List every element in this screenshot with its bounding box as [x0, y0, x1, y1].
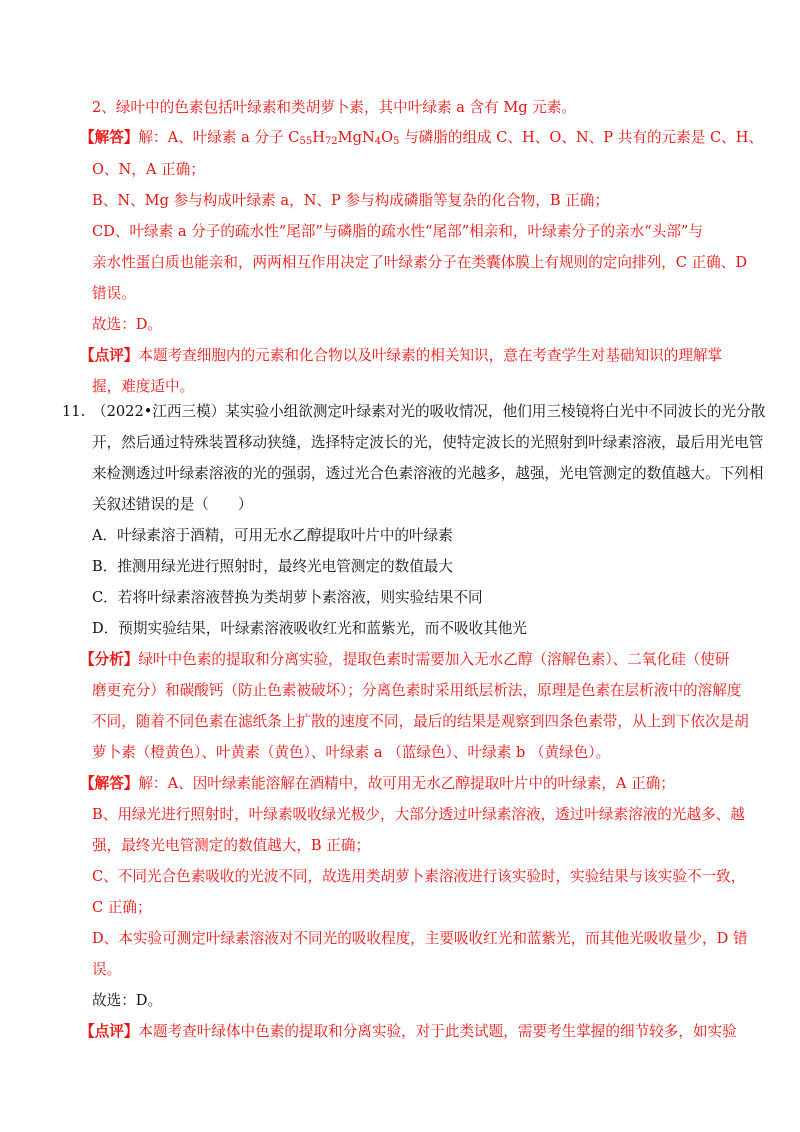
analysis-line-4: 萝卜素（橙黄色）、叶黄素（黄色）、叶绿素 a （蓝绿色）、叶绿素 b （黄绿色）。 [92, 744, 611, 761]
formula-part: H [312, 129, 325, 146]
solution-line-3: 强，最终光电管测定的数值越大，B 正确； [92, 837, 371, 854]
question-number: 11. [62, 403, 86, 420]
formula-sub: 4 [374, 136, 382, 147]
question-line-2: 开，然后通过特殊装置移动狭缝，选择特定波长的光，使特定波长的光照射到叶绿素溶液，最后用光电管 [92, 434, 764, 451]
choice-line: 故选：D。 [92, 992, 163, 1009]
answer-tag: 【解答】 [80, 129, 139, 146]
answer-line-5: 亲水性蛋白质也能亲和，两两相互作用决定了叶绿素分子在类囊体膜上有规则的定向排列，C 正确、D [92, 254, 748, 271]
formula-part: MgN [337, 129, 375, 146]
formula-sub: 55 [299, 136, 313, 147]
solution-line-5: C 正确； [92, 899, 152, 916]
analysis-text: 绿叶中色素的提取和分离实验，提取色素时需要加入无水乙醇（溶解色素）、二氧化硅（使研 [138, 651, 730, 668]
comment-line [80, 1022, 737, 1042]
analysis-line-3: 不同，随着不同色素在滤纸条上扩散的速度不同，最后的结果是观察到四条色素带，从上到下依次是胡 [92, 713, 749, 730]
analysis-tag: 【分析】 [80, 651, 139, 668]
hint-line: 2、绿叶中的色素包括叶绿素和类胡萝卜素，其中叶绿素 a 含有 Mg 元素。 [92, 99, 577, 116]
option-d: D．预期实验结果，叶绿素溶液吸收红光和蓝紫光，而不吸收其他光 [92, 620, 527, 637]
formula-part: O [381, 129, 394, 146]
option-b: B．推测用绿光进行照射时，最终光电管测定的数值最大 [92, 558, 453, 575]
solution-line-6: D、本实验可测定叶绿素溶液对不同光的吸收程度，主要吸收红光和蓝紫光，而其他光吸收量少，D 错 [92, 930, 748, 947]
option-c: C．若将叶绿素溶液替换为类胡萝卜素溶液，则实验结果不同 [92, 589, 483, 606]
answer-line-1 [80, 128, 763, 148]
solution-line-1 [80, 774, 675, 794]
solution-text: 解：A、因叶绿素能溶解在酒精中，故可用无水乙醇提取叶片中的叶绿素，A 正确； [138, 775, 675, 792]
solution-line-2: B、用绿光进行照射时，叶绿素吸收绿光极少，大部分透过叶绿素溶液，透过叶绿素溶液的光越多、越 [92, 806, 745, 823]
answer-text: 解：A、叶绿素 a 分子 C [138, 129, 300, 146]
question-line-1: （2022•江西三模）某实验小组欲测定叶绿素对光的吸收情况，他们用三棱镜将白光中不同波长的光分散 [92, 403, 766, 420]
answer-line-6: 错误。 [92, 285, 136, 302]
analysis-line-2: 磨更充分）和碳酸钙（防止色素被破坏）；分离色素时采用纸层析法，原理是色素在层析液中的溶解度 [92, 682, 742, 699]
solution-line-7: 误。 [92, 961, 122, 978]
analysis-line-1 [80, 650, 729, 670]
solution-line-4: C、不同光合色素吸收的光波不同，故选用类胡萝卜素溶液进行该实验时，实验结果与该实验不一致， [92, 868, 746, 885]
question-line-4: 关叙述错误的是（ ） [92, 496, 253, 513]
question-line-3: 来检测透过叶绿素溶液的光的强弱，透过光合色素溶液的光越多，越强，光电管测定的数值越大。下列相 [92, 465, 764, 482]
comment-text: 本题考查叶绿体中色素的提取和分离实验，对于此类试题，需要考生掌握的细节较多，如实验 [138, 1023, 737, 1040]
comment-line-1 [80, 346, 722, 366]
answer-line-4: CD、叶绿素 a 分子的疏水性“尾部”与磷脂的疏水性“尾部”相亲和，叶绿素分子的亲水“头部”与 [92, 223, 703, 240]
answer-tag: 【解答】 [80, 775, 139, 792]
comment-line-2: 握，难度适中。 [92, 378, 195, 395]
choice-line: 故选：D。 [92, 316, 163, 333]
option-a: A．叶绿素溶于酒精，可用无水乙醇提取叶片中的叶绿素 [92, 527, 453, 544]
comment-tag: 【点评】 [80, 1023, 139, 1040]
comment-tag: 【点评】 [80, 347, 139, 364]
formula-sub: 5 [393, 136, 400, 147]
formula-sub: 72 [324, 136, 338, 147]
comment-text: 本题考查细胞内的元素和化合物以及叶绿素的相关知识，意在考查学生对基础知识的理解掌 [138, 347, 723, 364]
answer-line-2: O、N，A 正确； [92, 161, 205, 178]
answer-line-3: B、N、Mg 参与构成叶绿素 a，N、P 参与构成磷脂等复杂的化合物，B 正确； [92, 192, 609, 209]
answer-text: 与磷脂的组成 C、H、O、N、P 共有的元素是 C、H、 [399, 129, 764, 146]
